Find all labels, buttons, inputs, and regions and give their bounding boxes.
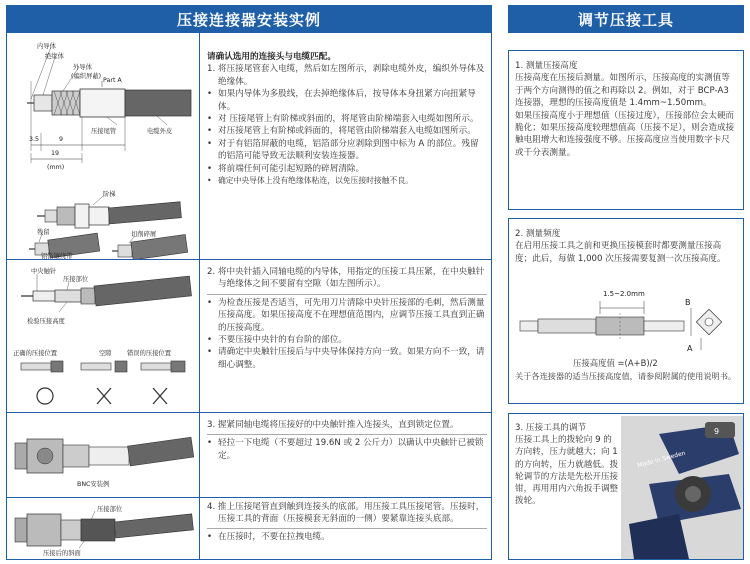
- tool-adjust-body: 压接工具上的拨轮向 9 的方向转，压力就越大；向 1 的方向转，压力就越低。拨轮调节的方法是先松开压接钳，再用用内六角扳手调整拨轮。: [515, 435, 619, 507]
- measure-frequency-body: 在启用压接工具之前和更换压接模套时都要测量压接高度；此后，每做 1,000 次压接需要复测一次压接高度。: [515, 241, 726, 264]
- label-bnc: BNC安装例: [77, 481, 110, 488]
- step-4-instruction: 4. 推上压接尾管直到触到连接头的底部。用压接工具压接尾管。压接时，压接工具的背面（压接模套无斜面的一侧）要紧靠连接头底部。: [207, 502, 485, 525]
- crimp-tool-photo: [509, 414, 745, 561]
- label-wrong-position: 错误的压接位置: [127, 350, 172, 357]
- right-section-title: 调节压接工具: [508, 5, 744, 33]
- label-residue: 残留: [37, 229, 50, 236]
- label-inner-conductor: 内导体: [37, 43, 56, 50]
- dial-number: 9: [714, 427, 720, 436]
- tool-engraving: Made in Sweden: [636, 449, 687, 470]
- step-2-bullet: • 为检查压接是否适当，可先用刀片清除中央针压接部的毛刺，然后测量压接高度。如果压接高度不在理想值范围内，应调节压接工具直到正确的压接高度。: [207, 297, 487, 334]
- measure-height-body: 压接高度在压接后测量。如图所示，压接高度的实测值等于两个方向测得的值之和再除以 2。例如，对于 BCP-A3 连接器，理想的压接高度值是 1.4mm~1.50mm。: [515, 73, 730, 109]
- step-1-intro: 请确认选用的连接头与电缆匹配。: [207, 52, 336, 62]
- step-1-bullet: • 对 压接尾管上有阶梯或斜面的，将尾管由阶梯端套入电缆如图所示。: [207, 113, 487, 125]
- step-1-bullet: • 对于有铝箔屏蔽的电缆，铝箔部分应剥除到图中标为 A 的部位。残留的铝箔可能导致无法顺利安装连接器。: [207, 138, 487, 163]
- label-bevel: 压接后的斜面: [43, 550, 81, 557]
- cable-strip-drawing: [7, 33, 200, 259]
- step-1-bullet: • 对压接尾管上有阶梯或斜面的，将尾管由阶梯端套入电缆如图所示。: [207, 125, 487, 137]
- tool-adjust-heading: 3. 压接工具的调节: [515, 423, 587, 433]
- label-step: 阶梯: [103, 191, 116, 198]
- dim-label: 1.5~2.0mm: [603, 290, 645, 298]
- step-2-row: [7, 260, 491, 413]
- step-1-text: [207, 51, 487, 187]
- label-b: B: [685, 298, 691, 307]
- label-insulation: 绝缘体: [45, 53, 64, 60]
- bnc-figure: [7, 413, 200, 497]
- step-1-note: • 确定中央导体上没有绝缘体粘连，以免压接时接触不良。: [207, 175, 487, 187]
- step-3-text: [207, 419, 487, 462]
- label-crimp-part-4: 压接部位: [97, 506, 123, 513]
- step-3-instruction: 3. 握紧同轴电缆将压接好的中央触针推入连接头，直到锁定位置。: [207, 420, 459, 430]
- label-cut-debris: 切削碎屑: [131, 231, 157, 238]
- label-gap: 空隙: [99, 350, 112, 357]
- step-3-row: [7, 413, 491, 498]
- step-4-text: [207, 501, 487, 543]
- step-2-instruction: 2. 将中央针插入同轴电缆的内导体，用指定的压接工具压紧，在中央触针与绝缘体之间不要留有空隙（如左图所示）。: [207, 267, 485, 290]
- step-1-instruction: 1. 将压接尾管套入电缆，然后如左图所示，剥除电缆外皮，编织外导体及绝缘体。: [207, 64, 485, 87]
- dim-19: 19: [51, 150, 60, 157]
- step-1-row: [7, 33, 491, 260]
- measure-frequency-box: [508, 218, 744, 404]
- step-2-text: [207, 266, 487, 371]
- label-braid: (编织屏蔽): [71, 73, 102, 80]
- crimp-height-formula: 压接高度值 =(A+B)/2: [573, 358, 658, 368]
- step-1-bullet: • 如果内导体为多股线，在去掉绝缘体后，按导体本身扭紧方向扭紧导体。: [207, 88, 487, 113]
- label-check-height: 检验压接高度: [27, 318, 65, 325]
- label-cable-jacket: 电缆外皮: [147, 128, 173, 135]
- label-part-a: Part A: [103, 77, 122, 84]
- measure-frequency-heading: 2. 测量频度: [515, 229, 561, 239]
- dim-unit: (mm): [47, 164, 65, 171]
- crimp-ferrule-figure: [7, 498, 200, 560]
- installation-panel: [6, 33, 492, 560]
- step-2-bullet: • 请确定中央触针压接后与中央导体保持方向一致。如果方向不一致，请细心调整。: [207, 346, 487, 371]
- step-2-bullet: • 不要压接中央针的有台阶的部位。: [207, 334, 487, 346]
- step-1-bullet: • 将前端任何可能引起短路的碎屑清除。: [207, 163, 487, 175]
- cable-strip-figure: [7, 33, 200, 259]
- step-3-bullet: • 轻拉一下电缆（不要超过 19.6N 或 2 公斤力）以确认中央触针已被锁定。: [207, 437, 487, 462]
- left-section-title: 压接连接器安装实例: [6, 5, 492, 33]
- label-foil-tape: 铝箔镶绕带: [41, 253, 73, 260]
- measure-height-body-2: 如果压接高度小于理想值（压接过度），压接部位会太硬而脆化；如果压接高度较理想值高（压接不足），则会造成接触电阻增大和连接强度不够。压接高度应当使用数字卡尺或千分表测量。: [515, 110, 735, 158]
- label-crimp-ferrule: 压接尾管: [91, 128, 117, 135]
- step-4-row: [7, 498, 491, 560]
- label-outer-conductor: 外导体: [73, 64, 92, 71]
- measure-frequency-note: 关于各连接器的适当压接高度值，请参阅附属的使用说明书。: [515, 371, 737, 381]
- center-contact-figure: [7, 260, 200, 412]
- center-contact-drawing: [7, 260, 200, 412]
- dim-3-5: 3.5: [29, 136, 40, 143]
- measure-height-box: [508, 50, 744, 210]
- label-correct-position: 正确的压接位置: [13, 350, 58, 357]
- label-center-contact: 中央触针: [31, 268, 57, 275]
- step-4-bullet: • 在压接时，不要在拉拽电缆。: [207, 531, 487, 543]
- tool-adjust-box: [508, 413, 744, 560]
- label-crimp-part: 压接部位: [63, 276, 89, 283]
- measure-height-heading: 1. 测量压接高度: [515, 61, 578, 71]
- dim-9: 9: [59, 136, 64, 143]
- label-a: A: [687, 344, 693, 353]
